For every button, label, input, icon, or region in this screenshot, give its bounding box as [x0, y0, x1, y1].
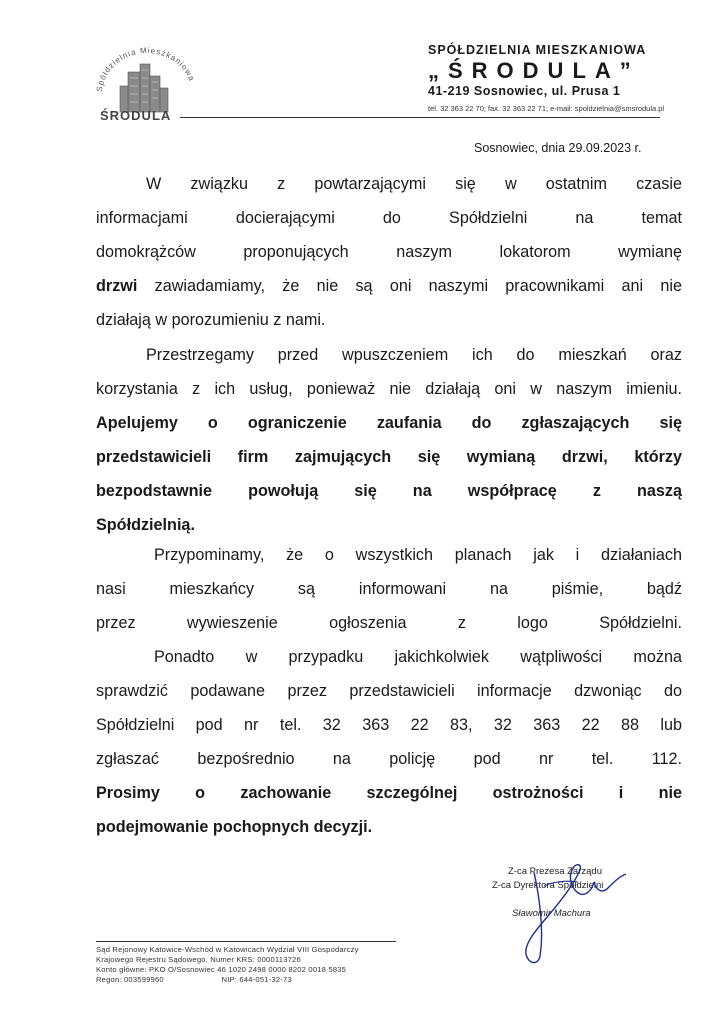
- header-divider: [180, 117, 660, 118]
- logo-arc-text: Spółdzielnia Mieszkaniowa: [94, 45, 197, 93]
- text-segment: zawiadamiamy, że nie są oni naszymi pracownikami ani nie: [137, 277, 682, 295]
- text-line-bold: [96, 508, 682, 542]
- text-line: zgłaszać bezpośrednio na policję pod nr tel. 112.: [96, 750, 682, 768]
- bold-text: Spółdzielnią.: [96, 516, 195, 534]
- logo-word: ŚRODULA: [100, 108, 172, 122]
- signatory-title-2: Z-ca Dyrektora Spółdzielni: [492, 880, 604, 891]
- signatory-title-1: Z-ca Prezesa Zarządu: [508, 866, 602, 877]
- text-line-bold: [96, 474, 682, 508]
- text-line-bold: [96, 810, 682, 844]
- text-line: sprawdzić podawane przez przedstawicieli informacje dzwoniąc do: [96, 682, 682, 700]
- text-line: działają w porozumieniu z nami.: [96, 311, 326, 329]
- footer-divider: [96, 941, 396, 942]
- text-line: informacjami docierającymi do Spółdzielni na temat: [96, 209, 682, 227]
- footer-regon-nip: Regon: 003599960 NIP: 644-051-32-73: [96, 975, 292, 984]
- bold-text: bezpodstawnie powołują się na współpracę z naszą: [96, 482, 682, 500]
- text-line-bold: [96, 440, 682, 474]
- text-line-bold: [96, 776, 682, 810]
- cooperative-name: SPÓŁDZIELNIA MIESZKANIOWA: [428, 43, 647, 57]
- bold-word: drzwi: [96, 277, 138, 295]
- text-line: W związku z powtarzającymi się w ostatnim czasie: [146, 175, 682, 193]
- text-line: domokrążców proponujących naszym lokatorom wymianę: [96, 243, 682, 261]
- text-line: nasi mieszkańcy są informowani na piśmie, bądź: [96, 580, 682, 598]
- paragraph-3: [96, 538, 682, 640]
- text-line: przez wywieszenie ogłoszenia z logo Spółdzielni.: [96, 614, 682, 632]
- paragraph-2: [96, 338, 682, 542]
- text-line: Ponadto w przypadku jakichkolwiek wątpliwości można: [154, 648, 682, 666]
- text-line: korzystania z ich usług, ponieważ nie działają oni w naszym imieniu.: [96, 380, 682, 398]
- paragraph-4: [96, 640, 682, 844]
- cooperative-logo-icon: [88, 42, 200, 122]
- cooperative-contact: tel. 32 363 22 70; fax. 32 363 22 71; e-mail: spoldzielnia@smsrodula.pl: [428, 104, 665, 113]
- bold-text: Prosimy o zachowanie szczególnej ostrożności i nie: [96, 784, 682, 802]
- bold-text: podejmowanie pochopnych decyzji.: [96, 818, 373, 836]
- bold-text: Apelujemy o ograniczenie zaufania do zgłaszających się: [96, 414, 682, 432]
- text-line: Przypominamy, że o wszystkich planach jak i działaniach: [154, 546, 682, 564]
- letter-date: Sosnowiec, dnia 29.09.2023 r.: [474, 141, 642, 155]
- cooperative-address: 41-219 Sosnowiec, ul. Prusa 1: [428, 84, 621, 98]
- handwritten-signature-icon: [488, 860, 688, 970]
- text-line-bold: [96, 406, 682, 440]
- paragraph-1: [96, 167, 682, 337]
- text-line: Przestrzegamy przed wpuszczeniem ich do mieszkań oraz: [146, 346, 682, 364]
- bold-text: przedstawicieli firm zajmujących się wymianą drzwi, którzy: [96, 448, 682, 466]
- footer-bank-account: Konto główne: PKO O/Sosnowiec 46 1020 2498 0000 8202 0018 5835: [96, 965, 347, 974]
- text-line: Spółdzielni pod nr tel. 32 363 22 83, 32 363 22 88 lub: [96, 716, 682, 734]
- cooperative-brand: „ŚRODULA”: [428, 58, 640, 83]
- text-line: [96, 269, 682, 303]
- footer-court-registry: Sąd Rejonowy Katowice-Wschód w Katowicach Wydział VIII Gospodarczy: [96, 945, 359, 954]
- footer-krs: Krajowego Rejestru Sądowego. Numer KRS: 0000113726: [96, 955, 301, 964]
- signatory-name: Sławomir Machura: [512, 908, 591, 919]
